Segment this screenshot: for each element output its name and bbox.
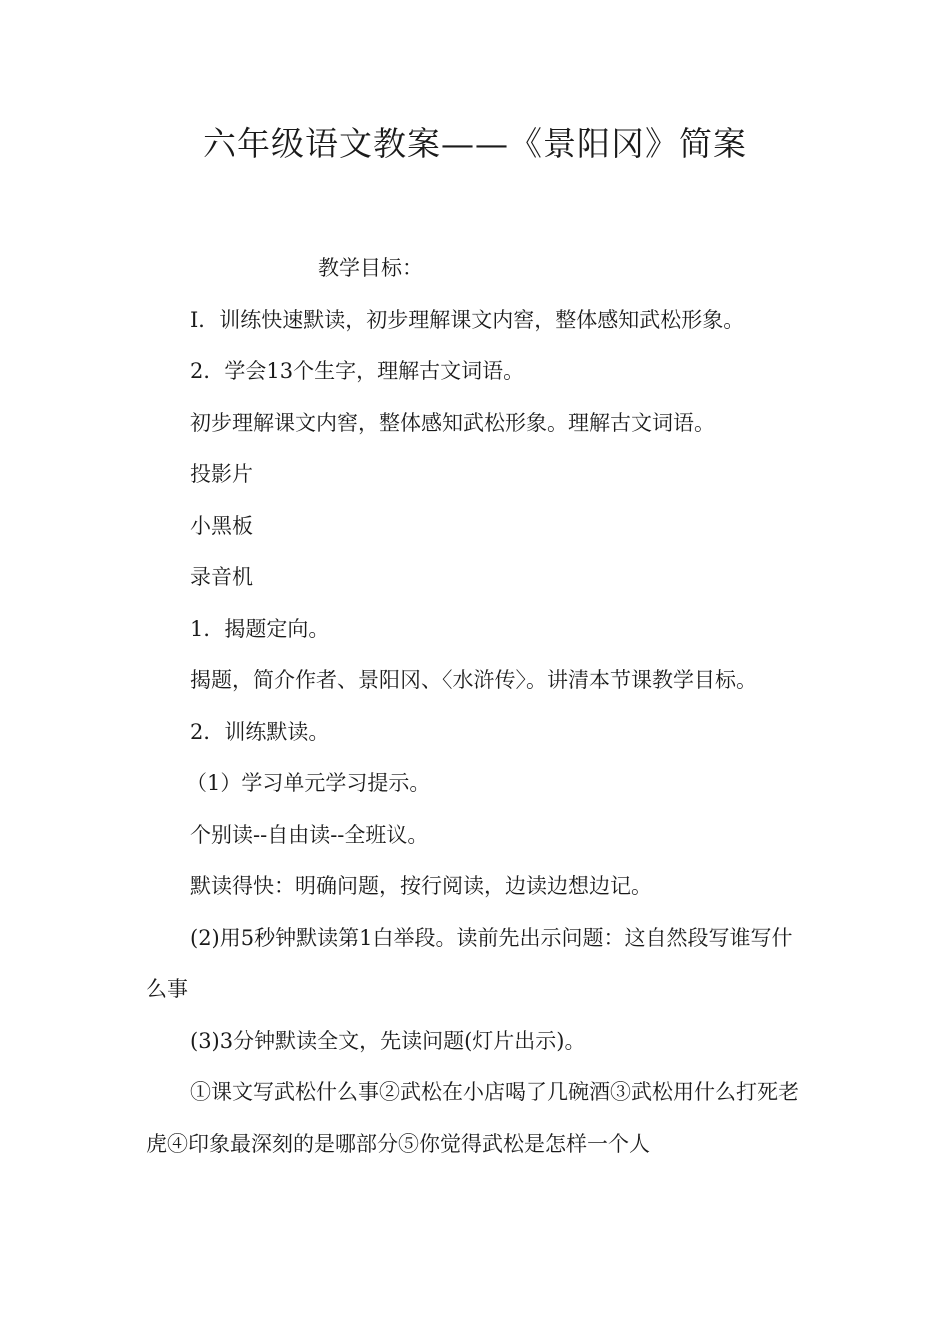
paragraph: 录音机: [190, 565, 253, 589]
section-heading-teaching-goals: 教学目标：: [318, 256, 423, 280]
document-title: 六年级语文教案——《景阳冈》简案: [203, 124, 747, 163]
paragraph: 2．学会13个生字，理解古文词语。: [190, 359, 525, 383]
paragraph: ①课文写武松什么事②武松在小店喝了几碗酒③武松用什么打死老虎④印象最深刻的是哪部分⑤你觉得武松是怎样一个人: [146, 1080, 799, 1156]
paragraph: （1）学习单元学习提示。: [186, 771, 431, 795]
paragraph: 默读得快：明确问题，按行阅读，边读边想边记。: [190, 874, 652, 898]
paragraph: 1．揭题定向。: [190, 616, 330, 641]
paragraph: (2)用5秒钟默读第1白举段。读前先出示问题：这自然段写谁写什么事: [146, 925, 793, 1001]
paragraph: 揭题，简介作者、景阳冈、〈水浒传〉。讲清本节课教学目标。: [190, 668, 757, 692]
paragraph: 投影片: [190, 462, 253, 486]
paragraph: 小黑板: [190, 513, 253, 538]
paragraph: 2．训练默读。: [190, 719, 330, 744]
paragraph: 个别读--自由读--全班议。: [190, 822, 429, 847]
paragraph: I．训练快速默读，初步理解课文内窖，整体感知武松形象。: [190, 307, 745, 332]
document-body: [146, 243, 806, 1170]
paragraph: 初步理解课文内窖，整体感知武松形象。理解古文词语。: [190, 410, 715, 435]
paragraph: (3)3分钟默读全文，先读问题(灯片出示)。: [190, 1028, 586, 1053]
